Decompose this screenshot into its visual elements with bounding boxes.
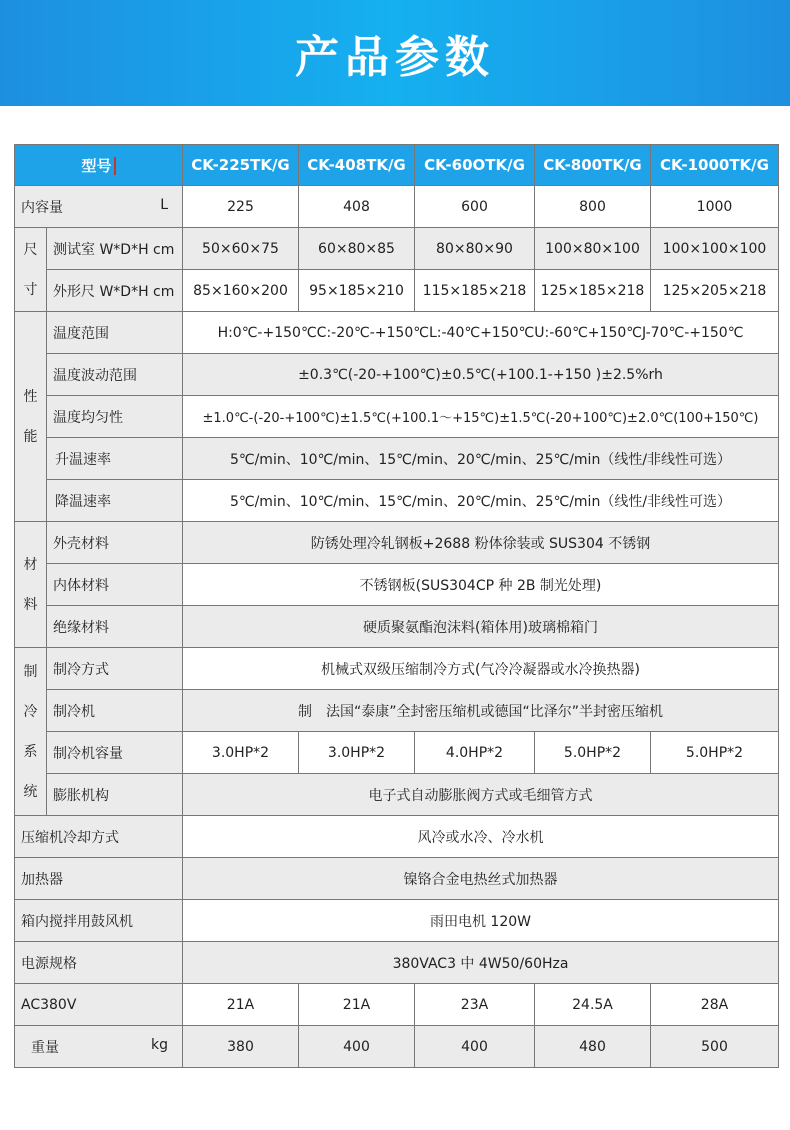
cooling-method-value: 机械式双级压缩制冷方式(气冷冷凝器或水冷换热器) [183, 648, 779, 690]
volume-value: 225 [183, 186, 299, 228]
compressor-label: 制冷机 [47, 690, 183, 732]
compressor-cooling-label: 压缩机冷却方式 [15, 816, 183, 858]
power-label: 电源规格 [15, 942, 183, 984]
weight-value: 400 [415, 1026, 535, 1068]
capacity-value: 3.0HP*2 [183, 732, 299, 774]
inner-size-label: 测试室 W*D*H cm [47, 228, 183, 270]
inner-size-value: 80×80×90 [415, 228, 535, 270]
inner-size-value: 60×80×85 [299, 228, 415, 270]
compressor-value: 制 法国“泰康”全封密压缩机或德国“比泽尔”半封密压缩机 [183, 690, 779, 732]
outer-size-value: 115×185×218 [415, 270, 535, 312]
capacity-row [15, 732, 779, 774]
temp-fluctuation-value: ±0.3℃(-20-+100℃)±0.5℃(+100.1-+150 )±2.5%rh [183, 354, 779, 396]
temp-range-label: 温度范围 [47, 312, 183, 354]
page-title: 产品参数 [295, 32, 495, 83]
temp-range-row [15, 312, 779, 354]
expansion-value: 电子式自动膨胀阀方式或毛细管方式 [183, 774, 779, 816]
temp-uniformity-label: 温度均匀性 [47, 396, 183, 438]
current-row [15, 984, 779, 1026]
outer-size-value: 125×205×218 [651, 270, 779, 312]
heater-label: 加热器 [15, 858, 183, 900]
inner-size-row [15, 228, 779, 270]
shell-material-label: 外壳材料 [47, 522, 183, 564]
cooling-rate-value: 5℃/min、10℃/min、15℃/min、20℃/min、25℃/min（线性/非线性可选） [183, 480, 779, 522]
temp-fluctuation-row [15, 354, 779, 396]
outer-size-value: 95×185×210 [299, 270, 415, 312]
title-banner [0, 0, 790, 106]
capacity-label: 制冷机容量 [47, 732, 183, 774]
inner-size-value: 100×100×100 [651, 228, 779, 270]
weight-value: 480 [535, 1026, 651, 1068]
insulation-material-label: 绝缘材料 [47, 606, 183, 648]
temp-uniformity-row [15, 396, 779, 438]
fan-value: 雨田电机 120W [183, 900, 779, 942]
compressor-cooling-value: 风冷或水冷、冷水机 [183, 816, 779, 858]
temp-uniformity-value: ±1.0℃-(-20-+100℃)±1.5℃(+100.1～+15℃)±1.5℃(-20+100℃)±2.0℃(100+150℃) [183, 396, 779, 438]
insulation-material-value: 硬质聚氨酯泡沫料(箱体用)玻璃棉箱门 [183, 606, 779, 648]
size-group-label: 尺 寸 [15, 228, 47, 312]
outer-size-value: 125×185×218 [535, 270, 651, 312]
current-value: 21A [299, 984, 415, 1026]
current-value: 23A [415, 984, 535, 1026]
expansion-row [15, 774, 779, 816]
model-name: CK-800TK/G [535, 145, 651, 186]
current-value: 28A [651, 984, 779, 1026]
temp-fluctuation-label: 温度波动范围 [47, 354, 183, 396]
cooling-rate-row [15, 480, 779, 522]
volume-value: 800 [535, 186, 651, 228]
compressor-row [15, 690, 779, 732]
header-row [15, 145, 779, 186]
fan-row [15, 900, 779, 942]
text-cursor-icon [114, 157, 116, 175]
weight-row [15, 1026, 779, 1068]
inner-material-value: 不锈钢板(SUS304CP 种 2B 制光处理) [183, 564, 779, 606]
inner-material-row [15, 564, 779, 606]
compressor-cooling-row [15, 816, 779, 858]
cooling-rate-label: 降温速率 [47, 480, 183, 522]
model-header-cell: 型号 [15, 145, 183, 186]
outer-size-value: 85×160×200 [183, 270, 299, 312]
volume-value: 408 [299, 186, 415, 228]
insulation-material-row [15, 606, 779, 648]
current-label: AC380V [15, 984, 183, 1026]
heating-rate-row [15, 438, 779, 480]
model-name: CK-408TK/G [299, 145, 415, 186]
outer-size-row [15, 270, 779, 312]
power-row [15, 942, 779, 984]
model-name: CK-60OTK/G [415, 145, 535, 186]
weight-value: 400 [299, 1026, 415, 1068]
heating-rate-value: 5℃/min、10℃/min、15℃/min、20℃/min、25℃/min（线性/非线性可选） [183, 438, 779, 480]
heater-value: 镍铬合金电热丝式加热器 [183, 858, 779, 900]
expansion-label: 膨胀机构 [47, 774, 183, 816]
weight-value: 500 [651, 1026, 779, 1068]
spec-table [14, 144, 779, 1068]
temp-range-value: H:0℃-+150℃C:-20℃-+150℃L:-40℃+150℃U:-60℃+150℃J-70℃-+150℃ [183, 312, 779, 354]
current-value: 24.5A [535, 984, 651, 1026]
volume-label-cell: 内容量 L [15, 186, 183, 228]
cooling-method-row [15, 648, 779, 690]
material-group-label: 材 料 [15, 522, 47, 648]
inner-material-label: 内体材料 [47, 564, 183, 606]
cooling-group-label: 制 冷 系 统 [15, 648, 47, 816]
fan-label: 箱内搅拌用鼓风机 [15, 900, 183, 942]
performance-group-label: 性 能 [15, 312, 47, 522]
cooling-method-label: 制冷方式 [47, 648, 183, 690]
capacity-value: 5.0HP*2 [535, 732, 651, 774]
volume-value: 1000 [651, 186, 779, 228]
weight-label-cell: 重量 kg [15, 1026, 183, 1068]
power-value: 380VAC3 中 4W50/60Hza [183, 942, 779, 984]
heating-rate-label: 升温速率 [47, 438, 183, 480]
capacity-value: 4.0HP*2 [415, 732, 535, 774]
volume-row [15, 186, 779, 228]
shell-material-value: 防锈处理冷轧钢板+2688 粉体徐装或 SUS304 不锈钢 [183, 522, 779, 564]
outer-size-label: 外形尺 W*D*H cm [47, 270, 183, 312]
inner-size-value: 100×80×100 [535, 228, 651, 270]
inner-size-value: 50×60×75 [183, 228, 299, 270]
current-value: 21A [183, 984, 299, 1026]
model-name: CK-225TK/G [183, 145, 299, 186]
weight-value: 380 [183, 1026, 299, 1068]
volume-value: 600 [415, 186, 535, 228]
shell-material-row [15, 522, 779, 564]
capacity-value: 5.0HP*2 [651, 732, 779, 774]
capacity-value: 3.0HP*2 [299, 732, 415, 774]
model-name: CK-1000TK/G [651, 145, 779, 186]
heater-row [15, 858, 779, 900]
